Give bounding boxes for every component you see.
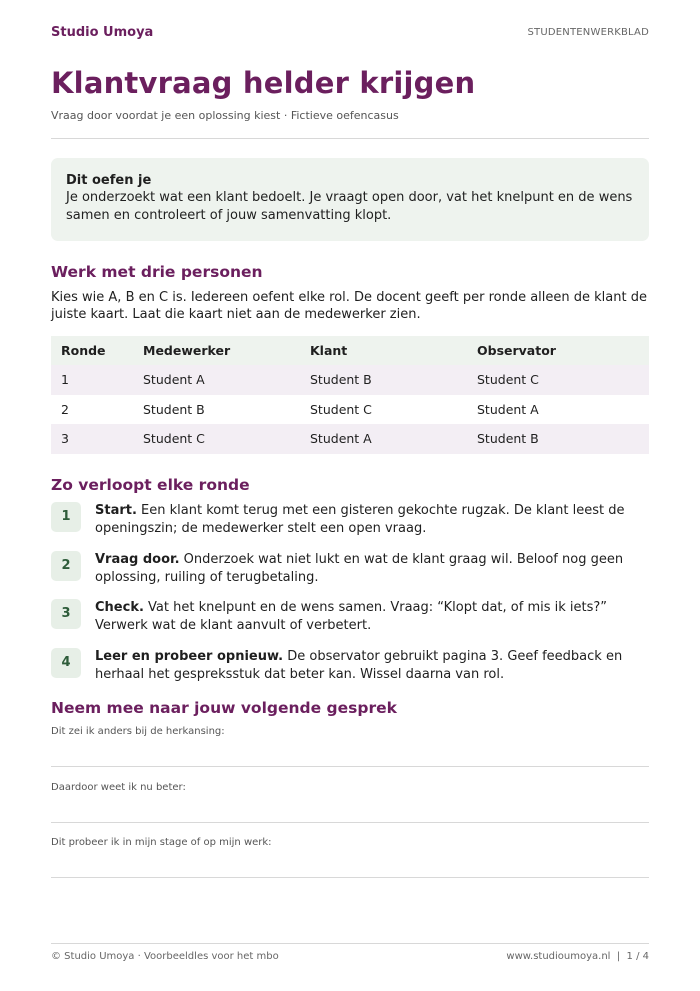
groups-intro: Kies wie A, B en C is. Iedereen oefent elke rol. De docent geeft per ronde alleen de klant de juiste kaart. Laat die kaart niet aan de medewerker zien. [51, 290, 647, 322]
step-number-badge: 3 [51, 599, 81, 629]
takeaway-heading: Neem mee naar jouw volgende gesprek [51, 699, 397, 717]
reflection-answer-line[interactable] [51, 766, 649, 767]
column-header: Ronde [51, 336, 133, 365]
table-cell: Student A [133, 365, 300, 395]
table-row [51, 365, 649, 395]
practice-box [51, 158, 649, 241]
brand-name: Studio Umoya [51, 25, 154, 40]
step-list [51, 502, 649, 696]
table-cell: 3 [51, 424, 133, 454]
table-row [51, 424, 649, 454]
step-text [95, 599, 649, 635]
table-cell: Student A [477, 401, 539, 417]
divider [51, 138, 649, 139]
reflection-label: Dit probeer ik in mijn stage of op mijn werk: [51, 837, 272, 848]
step-description: Onderzoek wat niet lukt en wat de klant graag wil. Beloof nog geen oplossing, ruiling of terugbetaling. [95, 551, 624, 585]
reflection-answer-line[interactable] [51, 822, 649, 823]
step-item [51, 502, 649, 551]
column-header: Medewerker [133, 336, 300, 365]
step-description: Een klant komt terug met een gisteren gekochte rugzak. De klant leest de openingszin; de medewerker stelt een open vraag. [95, 503, 625, 536]
footer-copyright: © Studio Umoya · Voorbeeldles voor het mbo [51, 951, 279, 962]
worksheet-page [51, 0, 649, 991]
groups-heading: Werk met drie personen [51, 263, 263, 281]
step-title: Vraag door. [95, 551, 180, 567]
round-heading: Zo verloopt elke ronde [51, 476, 250, 494]
practice-text: Je onderzoekt wat een klant bedoelt. Je vraagt open door, vat het knelpunt en de wens samen en controleert of jouw samenvatting klopt. [66, 190, 633, 223]
step-text [95, 551, 649, 587]
table-cell: Student B [143, 401, 205, 417]
column-header: Observator [467, 336, 649, 365]
header-bar [51, 25, 649, 45]
footer-divider [51, 943, 649, 944]
roles-table [51, 336, 649, 454]
step-title: Check. [95, 600, 144, 615]
step-number-badge: 2 [51, 551, 81, 581]
table-cell: 2 [61, 401, 69, 417]
table-row [51, 395, 649, 425]
step-title: Leer en probeer opnieuw. [95, 648, 284, 664]
table-cell: Student C [133, 424, 300, 454]
step-description: De observator gebruikt pagina 3. Geef feedback en herhaal het gespreksstuk dat beter kan. Wissel daarna van rol. [95, 648, 623, 682]
document-type: STUDENTENWERKBLAD [527, 27, 649, 38]
reflection-label: Daardoor weet ik nu beter: [51, 782, 186, 793]
table-header-row [51, 336, 649, 365]
step-item [51, 551, 649, 600]
page-subtitle: Vraag door voordat je een oplossing kiest · Fictieve oefencasus [51, 109, 399, 122]
practice-heading: Dit oefen je [66, 173, 152, 188]
table-cell: 1 [51, 365, 133, 395]
step-text [95, 502, 649, 538]
step-description: Vat het knelpunt en de wens samen. Vraag: “Klopt dat, of mis ik iets?” Verwerk wat de klant aanvult of verbetert. [95, 600, 608, 633]
step-item [51, 648, 649, 697]
footer-page-info: www.studioumoya.nl | 1 / 4 [506, 951, 649, 962]
step-number-badge: 1 [51, 502, 81, 532]
step-item [51, 599, 649, 648]
column-header: Klant [300, 336, 467, 365]
step-number-badge: 4 [51, 648, 81, 678]
table-cell: Student C [467, 365, 649, 395]
reflection-answer-line[interactable] [51, 877, 649, 878]
step-title: Start. [95, 503, 137, 518]
step-text [95, 648, 649, 684]
table-cell: Student B [467, 424, 649, 454]
table-cell: Student B [300, 365, 467, 395]
reflection-label: Dit zei ik anders bij de herkansing: [51, 726, 225, 737]
table-cell: Student A [300, 424, 467, 454]
table-cell: Student C [310, 401, 372, 417]
page-title: Klantvraag helder krijgen [51, 66, 476, 100]
